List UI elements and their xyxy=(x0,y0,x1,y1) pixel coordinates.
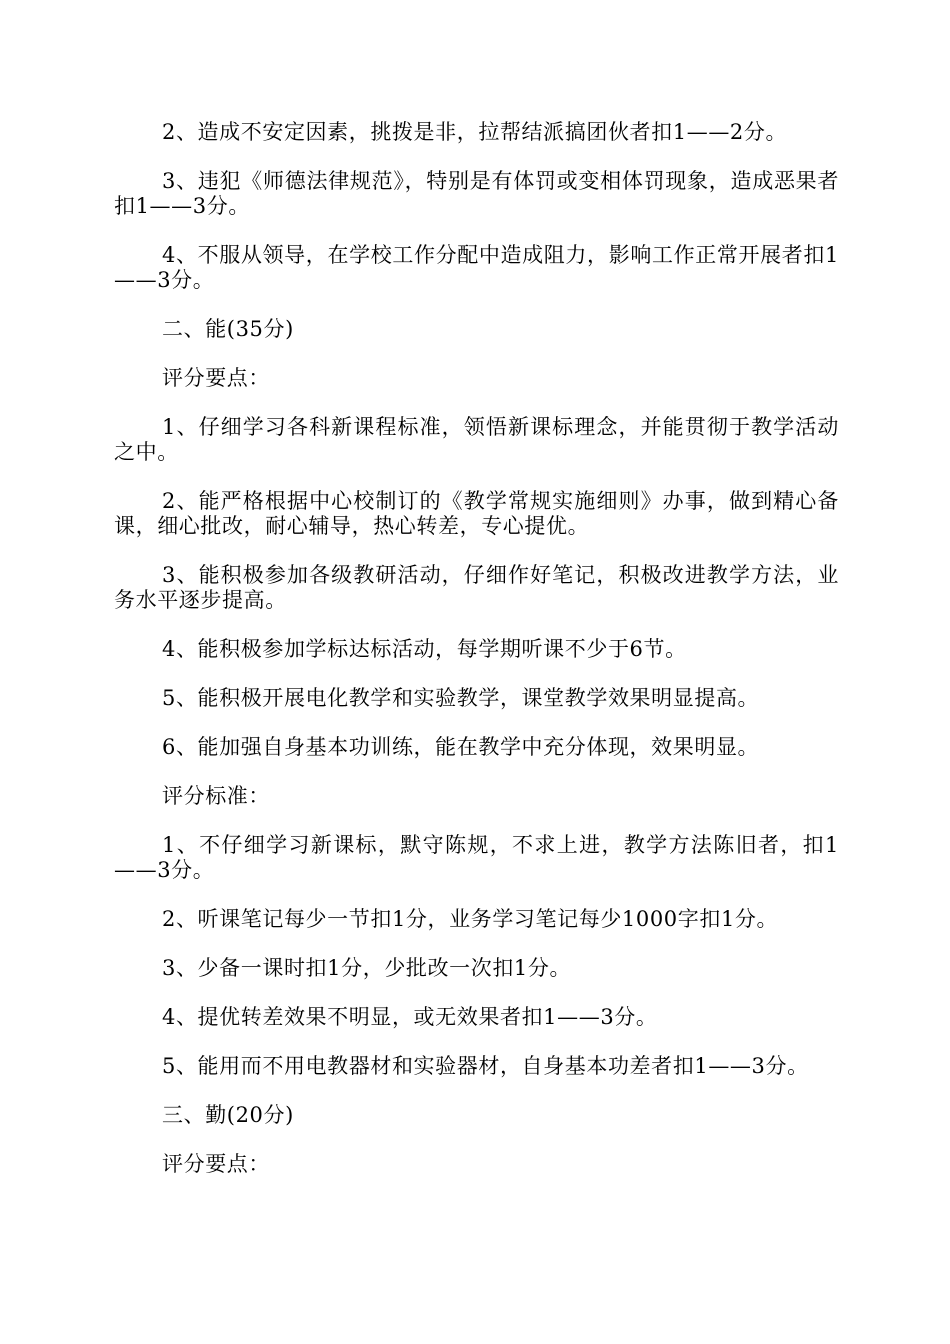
paragraph-standard-1: 1、不仔细学习新课标，默守陈规，不求上进，教学方法陈旧者，扣1——3分。 xyxy=(114,833,839,882)
paragraph-deduction-2: 2、造成不安定因素，挑拨是非，拉帮结派搞团伙者扣1——2分。 xyxy=(162,120,788,144)
paragraph-standard-2: 2、听课笔记每少一节扣1分，业务学习笔记每少1000字扣1分。 xyxy=(162,907,779,931)
section-heading-diligence: 三、勤(20分) xyxy=(162,1103,294,1127)
paragraph-deduction-4: 4、不服从领导，在学校工作分配中造成阻力，影响工作正常开展者扣1——3分。 xyxy=(114,243,839,292)
paragraph-standard-3: 3、少备一课时扣1分，少批改一次扣1分。 xyxy=(162,956,572,980)
paragraph-point-3: 3、能积极参加各级教研活动，仔细作好笔记，积极改进教学方法，业务水平逐步提高。 xyxy=(114,563,839,612)
paragraph-point-5: 5、能积极开展电化教学和实验教学，课堂教学效果明显提高。 xyxy=(162,686,760,710)
paragraph-standard-4: 4、提优转差效果不明显，或无效果者扣1——3分。 xyxy=(162,1005,658,1029)
paragraph-point-1: 1、仔细学习各科新课程标准，领悟新课标理念，并能贯彻于教学活动之中。 xyxy=(114,415,839,464)
paragraph-point-2: 2、能严格根据中心校制订的《教学常规实施细则》办事，做到精心备课，细心批改，耐心辅导，热心转差，专心提优。 xyxy=(114,489,839,538)
subheading-scoring-points: 评分要点： xyxy=(162,366,270,390)
document-body xyxy=(114,120,839,1201)
paragraph-standard-5: 5、能用而不用电教器材和实验器材，自身基本功差者扣1——3分。 xyxy=(162,1054,809,1078)
section-heading-ability: 二、能(35分) xyxy=(162,317,294,341)
subheading-scoring-points-2: 评分要点： xyxy=(162,1152,270,1176)
paragraph-point-6: 6、能加强自身基本功训练，能在教学中充分体现，效果明显。 xyxy=(162,735,760,759)
paragraph-deduction-3: 3、违犯《师德法律规范》，特别是有体罚或变相体罚现象，造成恶果者扣1——3分。 xyxy=(114,169,839,218)
subheading-scoring-standards: 评分标准： xyxy=(162,784,270,808)
paragraph-point-4: 4、能积极参加学标达标活动，每学期听课不少于6节。 xyxy=(162,637,687,661)
